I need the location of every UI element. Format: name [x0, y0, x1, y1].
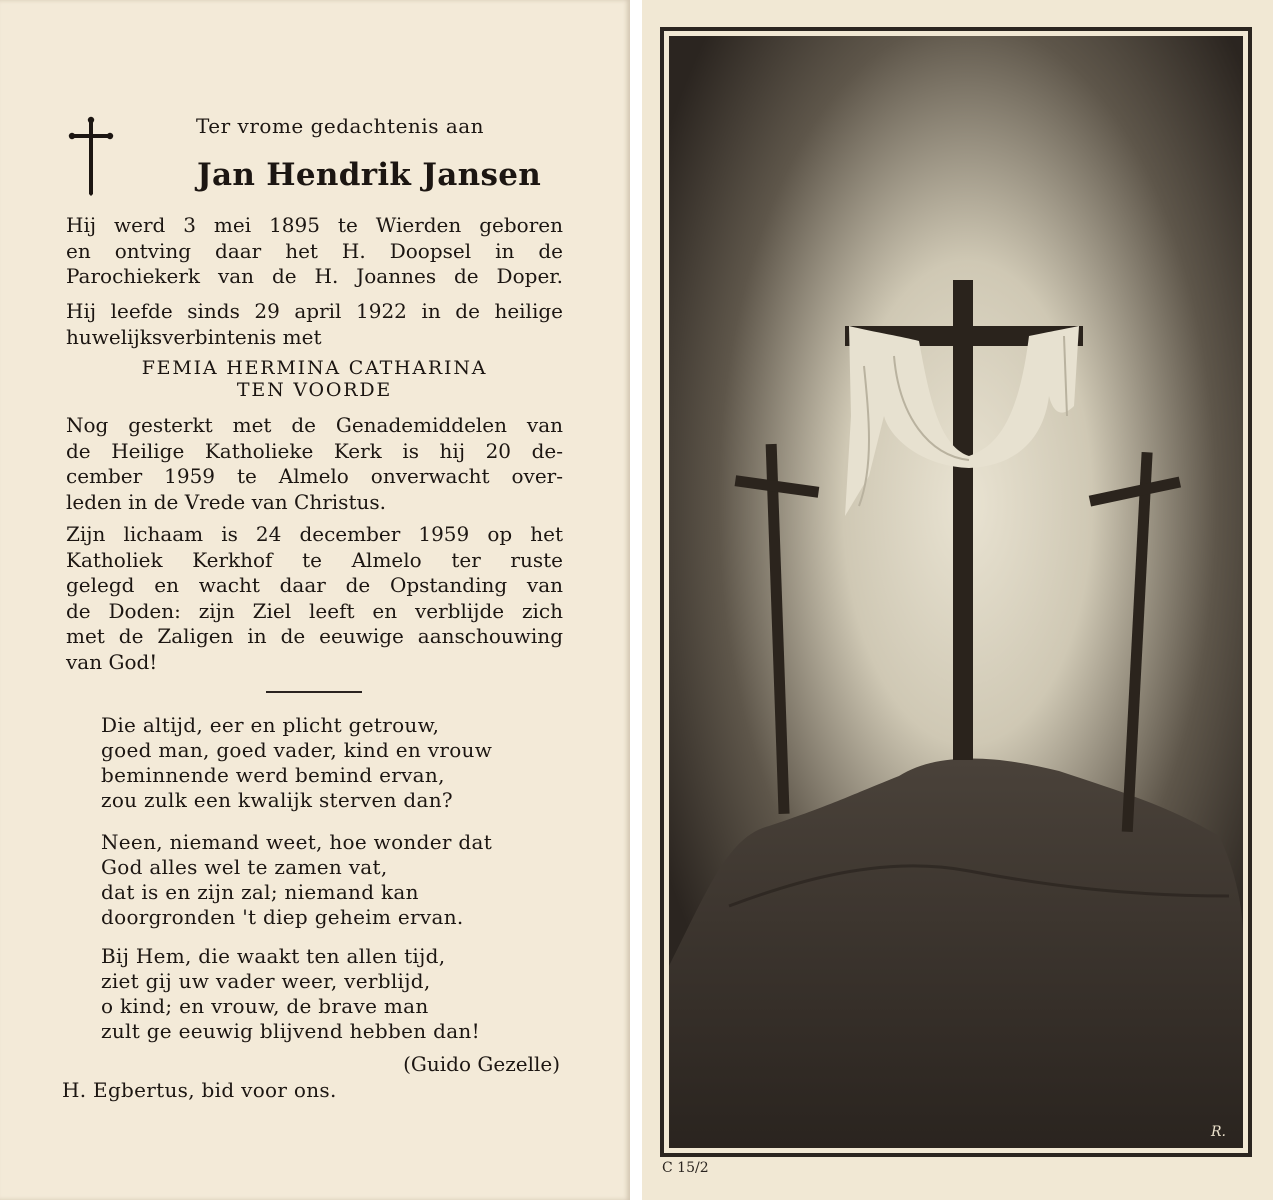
poem-stanza-1	[101, 713, 571, 813]
print-code: C 15/2	[662, 1160, 709, 1176]
burial-line: van God!	[66, 649, 158, 674]
death-line: Nog gesterkt met de Genademiddelen van	[66, 413, 563, 437]
cross-icon	[68, 116, 114, 196]
birth-line: Parochiekerk van de H. Joannes de Doper.	[66, 264, 563, 288]
marriage-line: huwelijksverbintenis met	[66, 324, 322, 349]
burial-line: gelegd en wacht daar de Opstanding van	[66, 573, 563, 597]
artist-signature: R.	[1211, 1124, 1226, 1140]
memorial-intro: Ter vrome gedachtenis aan	[196, 114, 485, 138]
closing-prayer: H. Egbertus, bid voor ons.	[62, 1078, 337, 1102]
death-paragraph	[66, 413, 563, 515]
marriage-paragraph	[66, 299, 563, 350]
birth-line: Hij werd 3 mei 1895 te Wierden geboren	[66, 213, 563, 237]
burial-line: Zijn lichaam is 24 december 1959 op het	[66, 522, 563, 546]
death-line: de Heilige Katholieke Kerk is hij 20 de-	[66, 438, 563, 463]
poem-line: ziet gij uw vader weer, verblijd,	[101, 969, 431, 993]
poem-line: dat is en zijn zal; niemand kan	[101, 880, 419, 904]
burial-line: de Doden: zijn Ziel leeft en verblijde zich	[66, 598, 563, 623]
poem-line: doorgronden 't diep geheim ervan.	[101, 905, 464, 929]
memorial-card-text-side	[0, 0, 630, 1200]
poem-line: Neen, niemand weet, hoe wonder dat	[101, 830, 493, 854]
three-crosses-picture	[669, 36, 1243, 1148]
poem-line: goed man, goed vader, kind en vrouw	[101, 738, 493, 762]
burial-line: met de Zaligen in de eeuwige aanschouwing	[66, 624, 563, 648]
burial-line: Katholiek Kerkhof te Almelo ter ruste	[66, 547, 563, 572]
poem-line: zou zulk een kwalijk sterven dan?	[101, 788, 453, 812]
spouse-name-line: FEMIA HERMINA CATHARINA	[141, 357, 488, 379]
deceased-name: Jan Hendrik Jansen	[197, 157, 542, 193]
poem-stanza-2	[101, 830, 571, 930]
burial-paragraph	[66, 522, 563, 675]
poem-line: Die altijd, eer en plicht getrouw,	[101, 713, 440, 737]
spouse-name-line: TEN VOORDE	[236, 379, 393, 401]
poem-line: zult ge eeuwig blijvend hebben dan!	[101, 1019, 480, 1043]
birth-line: en ontving daar het H. Doopsel in de	[66, 238, 563, 263]
death-line: leden in de Vrede van Christus.	[66, 489, 386, 514]
death-line: cember 1959 te Almelo onverwacht over-	[66, 464, 563, 488]
spouse-name	[66, 357, 563, 401]
poem-stanza-3	[101, 944, 571, 1044]
poem-line: o kind; en vrouw, de brave man	[101, 994, 429, 1018]
section-divider	[266, 691, 362, 693]
poem-author: (Guido Gezelle)	[403, 1052, 560, 1076]
poem-line: God alles wel te zamen vat,	[101, 855, 388, 879]
poem-line: Bij Hem, die waakt ten allen tijd,	[101, 944, 446, 968]
poem-line: beminnende werd bemind ervan,	[101, 763, 445, 787]
birth-paragraph	[66, 213, 563, 290]
calvary-illustration	[669, 36, 1243, 1148]
marriage-line: Hij leefde sinds 29 april 1922 in de heilige	[66, 299, 563, 323]
